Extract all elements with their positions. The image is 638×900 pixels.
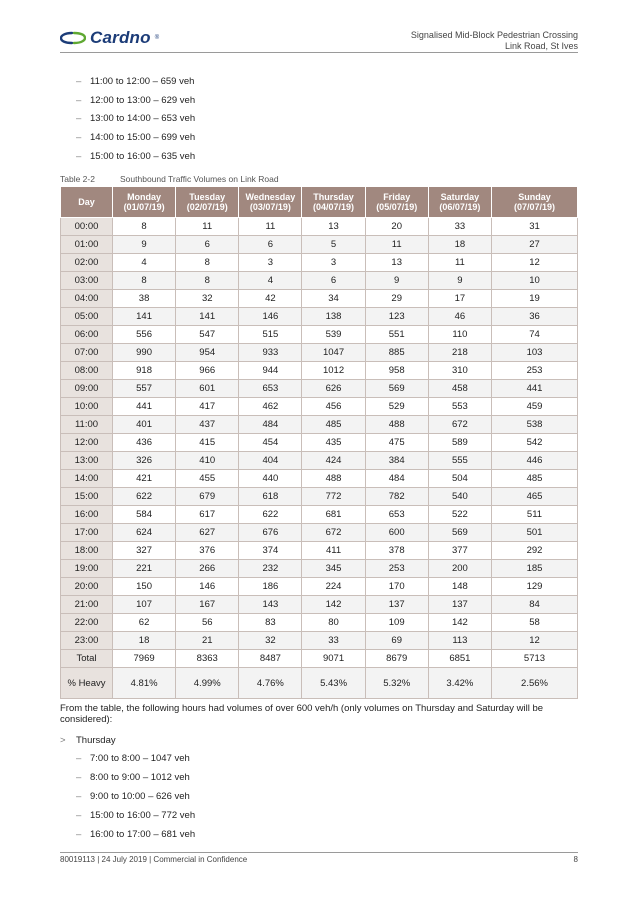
row-label: 13:00 [61,452,113,470]
column-header-friday: Friday (05/07/19) [365,187,428,218]
table-cell: 17 [428,290,491,308]
table-row [61,272,578,290]
table-cell: 540 [428,488,491,506]
table-cell: 142 [302,596,365,614]
row-label: 01:00 [61,236,113,254]
table-header-row [61,187,578,218]
table-cell: 954 [176,344,239,362]
intro-hour-list [76,73,195,166]
table-cell: 150 [113,578,176,596]
table-row [61,470,578,488]
table-cell: 218 [428,344,491,362]
list-item: – 7:00 to 8:00 – 1047 veh [76,753,190,764]
table-cell: 107 [113,596,176,614]
table-cell: 459 [492,398,578,416]
table-cell: 83 [239,614,302,632]
page-number: 8 [573,855,578,864]
table-row [61,434,578,452]
table-row [61,668,578,699]
table-cell: 377 [428,542,491,560]
table-cell: 141 [176,308,239,326]
table-cell: 501 [492,524,578,542]
table-row [61,452,578,470]
thursday-hour-list [76,749,195,844]
table-cell: 146 [176,578,239,596]
row-label: 17:00 [61,524,113,542]
row-label: 03:00 [61,272,113,290]
table-cell: 8 [113,272,176,290]
table-cell: 84 [492,596,578,614]
row-label: 21:00 [61,596,113,614]
registered-mark: ® [154,35,160,41]
column-header-monday: Monday (01/07/19) [113,187,176,218]
table-cell: 437 [176,416,239,434]
list-item: – 9:00 to 10:00 – 626 veh [76,791,190,802]
list-item: – 15:00 to 16:00 – 635 veh [76,150,196,162]
southbound-traffic-table [60,186,578,699]
row-label: Total [61,650,113,668]
table-cell: 488 [365,416,428,434]
table-cell: 504 [428,470,491,488]
table-cell: 515 [239,326,302,344]
table-cell: 109 [365,614,428,632]
table-cell: 4 [113,254,176,272]
table-cell: 417 [176,398,239,416]
row-label: 05:00 [61,308,113,326]
table-cell: 6 [176,236,239,254]
table-cell: 436 [113,434,176,452]
table-cell: 32 [176,290,239,308]
table-cell: 624 [113,524,176,542]
footer-text: 80019113 | 24 July 2019 | Commercial in Confidence [60,855,248,864]
table-cell: 19 [492,290,578,308]
table-cell: 569 [365,380,428,398]
table-cell: 9 [113,236,176,254]
table-cell: 958 [365,362,428,380]
document-title [411,30,578,52]
table-cell: 29 [365,290,428,308]
table-cell: 253 [492,362,578,380]
table-cell: 455 [176,470,239,488]
table-cell: 679 [176,488,239,506]
table-cell: 11 [428,254,491,272]
table-cell: 13 [302,218,365,236]
table-row [61,596,578,614]
list-item: – 16:00 to 17:00 – 681 veh [76,829,196,840]
table-cell: 772 [302,488,365,506]
table-cell: 146 [239,308,302,326]
table-cell: 6 [302,272,365,290]
table-cell: 46 [428,308,491,326]
table-cell: 11 [239,218,302,236]
table-cell: 12 [492,632,578,650]
table-cell: 137 [365,596,428,614]
table-cell: 618 [239,488,302,506]
table-cell: 626 [302,380,365,398]
table-cell: 8 [176,254,239,272]
table-cell: 4.81% [113,668,176,699]
table-row [61,398,578,416]
row-label: 00:00 [61,218,113,236]
table-cell: 167 [176,596,239,614]
table-cell: 484 [365,470,428,488]
row-label: 10:00 [61,398,113,416]
row-label: 07:00 [61,344,113,362]
table-cell: 58 [492,614,578,632]
table-cell: 74 [492,326,578,344]
column-header-tuesday: Tuesday (02/07/19) [176,187,239,218]
table-row [61,290,578,308]
table-cell: 27 [492,236,578,254]
table-cell: 9 [365,272,428,290]
table-cell: 8363 [176,650,239,668]
table-cell: 511 [492,506,578,524]
row-label: 14:00 [61,470,113,488]
table-cell: 327 [113,542,176,560]
table-cell: 6 [239,236,302,254]
table-cell: 440 [239,470,302,488]
list-item: – 8:00 to 9:00 – 1012 veh [76,772,190,783]
table-caption-number: Table 2-2 [60,174,95,184]
table-cell: 569 [428,524,491,542]
table-cell: 38 [113,290,176,308]
table-row [61,326,578,344]
table-row [61,416,578,434]
table-row [61,344,578,362]
table-row [61,614,578,632]
column-header-saturday: Saturday (06/07/19) [428,187,491,218]
table-cell: 31 [492,218,578,236]
table-cell: 378 [365,542,428,560]
table-cell: 33 [428,218,491,236]
table-cell: 589 [428,434,491,452]
table-cell: 32 [239,632,302,650]
table-cell: 488 [302,470,365,488]
table-cell: 441 [492,380,578,398]
table-cell: 551 [365,326,428,344]
table-cell: 170 [365,578,428,596]
document-title-line2: Link Road, St Ives [504,41,578,51]
table-cell: 966 [176,362,239,380]
table-cell: 10 [492,272,578,290]
table-cell: 553 [428,398,491,416]
table-cell: 56 [176,614,239,632]
cardno-logo [60,28,159,48]
list-item: – 15:00 to 16:00 – 772 veh [76,810,196,821]
table-cell: 676 [239,524,302,542]
row-label: 06:00 [61,326,113,344]
table-cell: 424 [302,452,365,470]
list-item: – 12:00 to 13:00 – 629 veh [76,94,196,106]
table-cell: 456 [302,398,365,416]
page-footer [60,852,578,864]
table-cell: 401 [113,416,176,434]
table-cell: 411 [302,542,365,560]
row-label: 08:00 [61,362,113,380]
table-cell: 80 [302,614,365,632]
list-item: – 11:00 to 12:00 – 659 veh [76,76,195,87]
table-cell: 143 [239,596,302,614]
table-cell: 653 [365,506,428,524]
table-cell: 5 [302,236,365,254]
table-cell: 435 [302,434,365,452]
table-cell: 69 [365,632,428,650]
table-cell: 5713 [492,650,578,668]
table-cell: 465 [492,488,578,506]
table-cell: 141 [113,308,176,326]
table-cell: 13 [365,254,428,272]
table-row [61,362,578,380]
table-cell: 421 [113,470,176,488]
row-label: 16:00 [61,506,113,524]
table-cell: 7969 [113,650,176,668]
table-cell: 33 [302,632,365,650]
table-cell: 42 [239,290,302,308]
table-cell: 12 [492,254,578,272]
row-label: 11:00 [61,416,113,434]
table-caption [60,174,279,184]
table-row [61,380,578,398]
row-label: 20:00 [61,578,113,596]
table-cell: 129 [492,578,578,596]
table-cell: 3.42% [428,668,491,699]
table-cell: 410 [176,452,239,470]
row-label: % Heavy [61,668,113,699]
table-row [61,308,578,326]
table-cell: 123 [365,308,428,326]
summary-paragraph: From the table, the following hours had volumes of over 600 veh/h (only volumes on Thursday and Saturday will be considered): [60,703,544,725]
table-cell: 185 [492,560,578,578]
list-item: – 13:00 to 14:00 – 653 veh [76,113,196,125]
table-row [61,236,578,254]
table-cell: 11 [176,218,239,236]
table-cell: 34 [302,290,365,308]
table-cell: 522 [428,506,491,524]
table-row [61,524,578,542]
table-cell: 113 [428,632,491,650]
table-cell: 186 [239,578,302,596]
table-row [61,488,578,506]
table-cell: 138 [302,308,365,326]
row-label: 15:00 [61,488,113,506]
table-cell: 20 [365,218,428,236]
table-caption-text: Southbound Traffic Volumes on Link Road [120,174,279,184]
row-label: 12:00 [61,434,113,452]
column-header-wednesday: Wednesday (03/07/19) [239,187,302,218]
row-label: 22:00 [61,614,113,632]
table-cell: 21 [176,632,239,650]
table-cell: 5.43% [302,668,365,699]
row-label: 23:00 [61,632,113,650]
table-cell: 681 [302,506,365,524]
row-label: 18:00 [61,542,113,560]
table-cell: 142 [428,614,491,632]
table-cell: 4.99% [176,668,239,699]
table-cell: 529 [365,398,428,416]
table-cell: 8679 [365,650,428,668]
table-row [61,560,578,578]
table-cell: 622 [113,488,176,506]
table-cell: 415 [176,434,239,452]
table-cell: 600 [365,524,428,542]
table-row [61,632,578,650]
table-cell: 374 [239,542,302,560]
page-header [60,28,578,53]
table-cell: 221 [113,560,176,578]
column-header-day: Day [61,187,113,218]
table-cell: 885 [365,344,428,362]
table-cell: 1012 [302,362,365,380]
table-row [61,254,578,272]
table-cell: 310 [428,362,491,380]
table-cell: 62 [113,614,176,632]
table-cell: 484 [239,416,302,434]
table-cell: 148 [428,578,491,596]
table-cell: 3 [239,254,302,272]
table-cell: 8 [113,218,176,236]
row-label: 19:00 [61,560,113,578]
bullet-marker: > [60,735,66,746]
table-cell: 11 [365,236,428,254]
table-cell: 441 [113,398,176,416]
table-cell: 990 [113,344,176,362]
cardno-swoosh-icon [60,31,86,45]
table-cell: 8487 [239,650,302,668]
table-cell: 326 [113,452,176,470]
table-cell: 918 [113,362,176,380]
table-cell: 3 [302,254,365,272]
table-cell: 9 [428,272,491,290]
table-cell: 627 [176,524,239,542]
table-row [61,506,578,524]
table-cell: 9071 [302,650,365,668]
table-cell: 458 [428,380,491,398]
row-label: 04:00 [61,290,113,308]
table-cell: 224 [302,578,365,596]
bullet-thursday [60,732,116,750]
table-cell: 542 [492,434,578,452]
table-cell: 672 [302,524,365,542]
table-cell: 384 [365,452,428,470]
table-cell: 232 [239,560,302,578]
table-cell: 376 [176,542,239,560]
table-cell: 601 [176,380,239,398]
table-cell: 485 [492,470,578,488]
table-cell: 137 [428,596,491,614]
table-cell: 547 [176,326,239,344]
table-cell: 253 [365,560,428,578]
table-cell: 584 [113,506,176,524]
bullet-label: Thursday [76,735,116,746]
table-cell: 617 [176,506,239,524]
table-cell: 556 [113,326,176,344]
table-cell: 4 [239,272,302,290]
table-cell: 8 [176,272,239,290]
table-cell: 2.56% [492,668,578,699]
table-cell: 446 [492,452,578,470]
table-cell: 653 [239,380,302,398]
table-row [61,578,578,596]
list-item: – 14:00 to 15:00 – 699 veh [76,132,196,144]
table-cell: 539 [302,326,365,344]
table-cell: 782 [365,488,428,506]
table-cell: 454 [239,434,302,452]
table-cell: 557 [113,380,176,398]
row-label: 09:00 [61,380,113,398]
table-cell: 944 [239,362,302,380]
document-title-line1: Signalised Mid-Block Pedestrian Crossing [410,30,578,40]
table-cell: 555 [428,452,491,470]
table-cell: 103 [492,344,578,362]
table-row [61,542,578,560]
table-cell: 18 [428,236,491,254]
table-cell: 110 [428,326,491,344]
table-row [61,650,578,668]
column-header-sunday: Sunday (07/07/19) [492,187,578,218]
table-cell: 622 [239,506,302,524]
table-cell: 1047 [302,344,365,362]
table-cell: 266 [176,560,239,578]
brand-name: Cardno [90,28,151,47]
table-cell: 933 [239,344,302,362]
table-cell: 292 [492,542,578,560]
table-cell: 200 [428,560,491,578]
table-cell: 6851 [428,650,491,668]
table-cell: 538 [492,416,578,434]
table-cell: 475 [365,434,428,452]
table-cell: 404 [239,452,302,470]
table-cell: 485 [302,416,365,434]
table-cell: 345 [302,560,365,578]
table-cell: 462 [239,398,302,416]
table-cell: 36 [492,308,578,326]
table-row [61,218,578,236]
table-cell: 672 [428,416,491,434]
row-label: 02:00 [61,254,113,272]
column-header-thursday: Thursday (04/07/19) [302,187,365,218]
table-cell: 18 [113,632,176,650]
table-cell: 4.76% [239,668,302,699]
table-cell: 5.32% [365,668,428,699]
